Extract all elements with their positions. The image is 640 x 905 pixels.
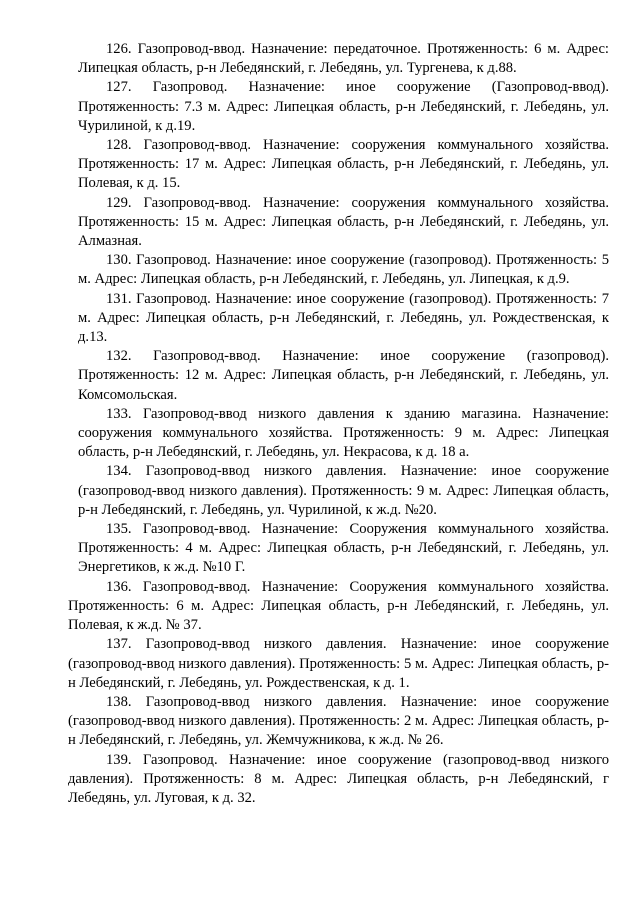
list-item-129: 129. Газопровод-ввод. Назначение: сооружения коммунального хозяйства. Протяженность: 15 м. Адрес: Липецкая область, р-н Лебедянский, г. Лебедянь, ул. Алмазная.	[78, 194, 609, 250]
list-item-127: 127. Газопровод. Назначение: иное сооружение (Газопровод-ввод). Протяженность: 7.3 м. Адрес: Липецкая область, р-н Лебедянский, г. Лебедянь, ул. Чурилиной, к д.19.	[78, 79, 609, 134]
list-item-135: 135. Газопровод-ввод. Назначение: Сооружения коммунального хозяйства. Протяженность: 4 м. Адрес: Липецкая область, р-н Лебедянский, г. Лебедянь, ул. Энергетиков, к ж.д. №10 Г.	[78, 521, 609, 576]
list-item-138: 138. Газопровод-ввод низкого давления. Назначение: иное сооружение (газопровод-ввод низкого давления). Протяженность: 2 м. Адрес: Липецкая область, р-н Лебедянский, г. Лебедянь, ул. Жемчужникова, к ж.д. № 26.	[68, 693, 609, 749]
list-item-128: 128. Газопровод-ввод. Назначение: сооружения коммунального хозяйства. Протяженность: 17 м. Адрес: Липецкая область, р-н Лебедянский, г. Лебедянь, ул. Полевая, к д. 15.	[78, 137, 609, 192]
list-item-131: 131. Газопровод. Назначение: иное сооружение (газопровод). Протяженность: 7 м. Адрес: Липецкая область, р-н Лебедянский, г. Лебедянь, ул. Рождественская, к д.13.	[78, 290, 609, 346]
list-item-137: 137. Газопровод-ввод низкого давления. Назначение: иное сооружение (газопровод-ввод низкого давления). Протяженность: 5 м. Адрес: Липецкая область, р-н Лебедянский, г. Лебедянь, ул. Рождественская, к д. 1.	[68, 636, 609, 691]
list-item-139: 139. Газопровод. Назначение: иное сооружение (газопровод-ввод низкого давления). Протяженность: 8 м. Адрес: Липецкая область, р-н Лебедянский, г Лебедянь, ул. Луговая, к д. 32.	[68, 751, 609, 806]
list-item-134: 134. Газопровод-ввод низкого давления. Назначение: иное сооружение (газопровод-ввод низкого давления). Протяженность: 9 м. Адрес: Липецкая область, р-н Лебедянский, г. Лебедянь, ул. Чурилиной, к ж.д. №20.	[78, 463, 609, 518]
list-item-126: 126. Газопровод-ввод. Назначение: передаточное. Протяженность: 6 м. Адрес: Липецкая область, р-н Лебедянский, г. Лебедянь, ул. Тургенева, к д.88.	[78, 41, 609, 77]
list-item-132: 132. Газопровод-ввод. Назначение: иное сооружение (газопровод). Протяженность: 12 м. Адрес: Липецкая область, р-н Лебедянский, г. Лебедянь, ул. Комсомольская.	[78, 348, 609, 403]
list-item-133: 133. Газопровод-ввод низкого давления к зданию магазина. Назначение: сооружения коммунального хозяйства. Протяженность: 9 м. Адрес: Липецкая область, р-н Лебедянский, г. Лебедянь, ул. Некрасова, к д. 18 а.	[78, 405, 609, 461]
list-item-136: 136. Газопровод-ввод. Назначение: Сооружения коммунального хозяйства. Протяженность: 6 м. Адрес: Липецкая область, р-н Лебедянский, г. Лебедянь, ул. Полевая, к ж.д. № 37.	[68, 578, 609, 634]
list-item-130: 130. Газопровод. Назначение: иное сооружение (газопровод). Протяженность: 5 м. Адрес: Липецкая область, р-н Лебедянский, г. Лебедянь, ул. Липецкая, к д.9.	[78, 252, 609, 288]
